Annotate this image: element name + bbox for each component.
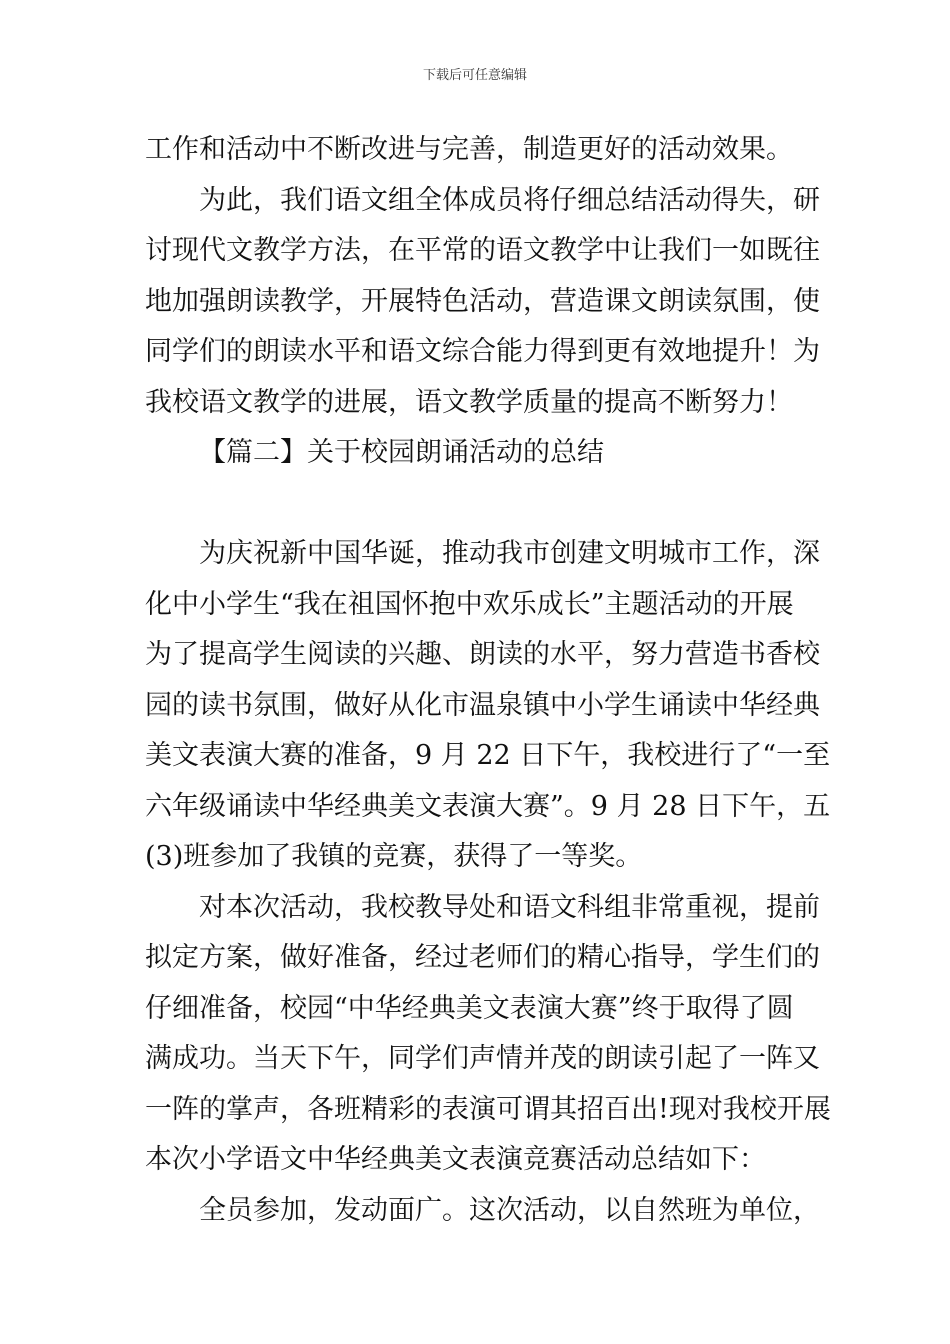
text-line: 地加强朗读教学，开展特色活动，营造课文朗读氛围，使: [145, 285, 820, 317]
text-line: 全员参加，发动面广。这次活动，以自然班为单位，: [199, 1194, 820, 1226]
text-line: 【篇二】关于校园朗诵活动的总结: [199, 437, 604, 468]
text-line: 六年级诵读中华经典美文表演大赛”。9 月 28 日下午，五: [145, 790, 831, 822]
text-line: 美文表演大赛的准备，9 月 22 日下午，我校进行了“一至: [145, 740, 831, 771]
text-line: 化中小学生“我在祖国怀抱中欢乐成长”主题活动的开展: [145, 588, 794, 620]
text-line: 拟定方案，做好准备，经过老师们的精心指导，学生们的: [145, 942, 820, 973]
text-line: 工作和活动中不断改进与完善，制造更好的活动效果。: [145, 134, 793, 165]
text-line: 为此，我们语文组全体成员将仔细总结活动得失，研: [199, 184, 820, 216]
text-line: 园的读书氛围，做好从化市温泉镇中小学生诵读中华经典: [145, 689, 820, 721]
text-line: 同学们的朗读水平和语文综合能力得到更有效地提升！为: [145, 336, 820, 367]
text-line: 对本次活动，我校教导处和语文科组非常重视，提前: [199, 891, 820, 923]
blank-line: [145, 479, 810, 530]
text-line: 满成功。当天下午，同学们声情并茂的朗读引起了一阵又: [145, 1043, 820, 1074]
text-line: 一阵的掌声，各班精彩的表演可谓其招百出!现对我校开展: [145, 1093, 831, 1125]
text-line: 为了提高学生阅读的兴趣、朗读的水平，努力营造书香校: [145, 639, 820, 670]
page-header: 下载后可任意编辑: [422, 68, 527, 83]
text-line: 本次小学语文中华经典美文表演竞赛活动总结如下：: [145, 1144, 766, 1175]
document-body: [145, 125, 831, 1236]
text-line: 我校语文教学的进展，语文教学质量的提高不断努力！: [145, 386, 793, 418]
text-line: 为庆祝新中国华诞，推动我市创建文明城市工作，深: [199, 538, 820, 569]
text-line: 仔细准备，校园“中华经典美文表演大赛”终于取得了圆: [145, 992, 794, 1024]
text-line: (3)班参加了我镇的竞赛，获得了一等奖。: [145, 841, 643, 872]
text-line: 讨现代文教学方法，在平常的语文教学中让我们一如既往: [145, 235, 820, 266]
